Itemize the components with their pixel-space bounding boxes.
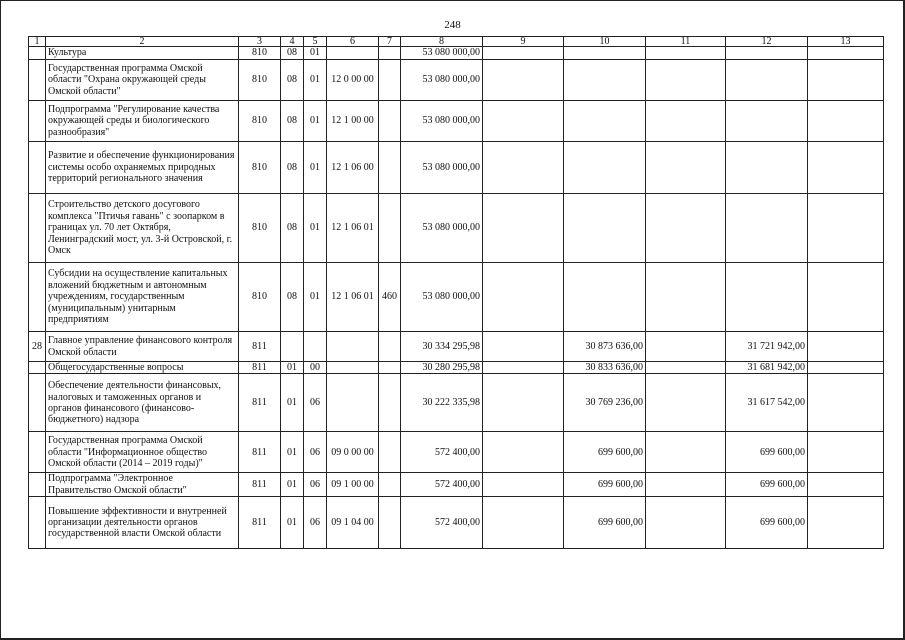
cell-col4: 01 [281, 432, 304, 473]
cell-col7 [379, 374, 401, 432]
cell-col12: 699 600,00 [726, 473, 808, 497]
cell-col6 [327, 47, 379, 60]
cell-col6: 09 1 04 00 [327, 497, 379, 549]
cell-col3: 811 [239, 374, 281, 432]
row-name: Подпрограмма "Регулирование качества окружающей среды и биологического разнообразия" [46, 101, 239, 142]
cell-col8: 53 080 000,00 [401, 142, 483, 194]
cell-col4: 01 [281, 362, 304, 374]
cell-col12 [726, 60, 808, 101]
row-name: Повышение эффективности и внутренней организации деятельности органов государственной власти Омской области [46, 497, 239, 549]
cell-col11 [646, 497, 726, 549]
cell-col3: 810 [239, 263, 281, 332]
cell-col13 [808, 47, 884, 60]
cell-col3: 810 [239, 60, 281, 101]
table-row [29, 432, 884, 473]
row-index [29, 60, 46, 101]
cell-col7 [379, 60, 401, 101]
page-border-top [0, 0, 905, 1]
cell-col9 [483, 362, 564, 374]
row-index [29, 47, 46, 60]
cell-col6: 12 1 06 00 [327, 142, 379, 194]
column-number: 7 [379, 37, 401, 47]
cell-col4: 01 [281, 374, 304, 432]
cell-col10 [564, 194, 646, 263]
cell-col9 [483, 374, 564, 432]
cell-col8: 30 222 335,98 [401, 374, 483, 432]
cell-col5: 01 [304, 142, 327, 194]
row-index [29, 374, 46, 432]
cell-col10 [564, 142, 646, 194]
cell-col10: 699 600,00 [564, 497, 646, 549]
cell-col13 [808, 101, 884, 142]
cell-col11 [646, 101, 726, 142]
cell-col7 [379, 497, 401, 549]
cell-col3: 810 [239, 142, 281, 194]
cell-col12: 699 600,00 [726, 432, 808, 473]
cell-col5: 06 [304, 473, 327, 497]
cell-col8: 53 080 000,00 [401, 60, 483, 101]
cell-col6: 09 1 00 00 [327, 473, 379, 497]
row-name: Обеспечение деятельности финансовых, налоговых и таможенных органов и органов финансового (финансово-бюджетного) надзора [46, 374, 239, 432]
cell-col12 [726, 101, 808, 142]
cell-col11 [646, 47, 726, 60]
cell-col7 [379, 101, 401, 142]
row-index [29, 432, 46, 473]
cell-col8: 53 080 000,00 [401, 47, 483, 60]
column-number: 6 [327, 37, 379, 47]
cell-col9 [483, 47, 564, 60]
cell-col7: 460 [379, 263, 401, 332]
cell-col7 [379, 142, 401, 194]
cell-col10 [564, 60, 646, 101]
cell-col6: 09 0 00 00 [327, 432, 379, 473]
page-border-left [0, 0, 1, 640]
cell-col10: 699 600,00 [564, 432, 646, 473]
cell-col11 [646, 362, 726, 374]
cell-col7 [379, 47, 401, 60]
row-name: Строительство детского досугового комплекса "Птичья гавань" с зоопарком в границах ул. 70 лет Октября, Ленинградский мост, ул. 3-й Островской, г. Омск [46, 194, 239, 263]
cell-col4: 01 [281, 473, 304, 497]
cell-col9 [483, 142, 564, 194]
column-number: 9 [483, 37, 564, 47]
cell-col5: 06 [304, 374, 327, 432]
cell-col9 [483, 432, 564, 473]
cell-col3: 810 [239, 194, 281, 263]
cell-col6: 12 1 00 00 [327, 101, 379, 142]
cell-col13 [808, 142, 884, 194]
table-row [29, 263, 884, 332]
cell-col3: 810 [239, 47, 281, 60]
cell-col11 [646, 194, 726, 263]
cell-col5: 01 [304, 60, 327, 101]
column-number: 10 [564, 37, 646, 47]
cell-col11 [646, 60, 726, 101]
cell-col3: 811 [239, 362, 281, 374]
cell-col11 [646, 263, 726, 332]
cell-col8: 30 280 295,98 [401, 362, 483, 374]
row-index [29, 497, 46, 549]
row-index [29, 263, 46, 332]
cell-col5: 01 [304, 263, 327, 332]
row-name: Подпрограмма "Электронное Правительство Омской области" [46, 473, 239, 497]
column-number: 12 [726, 37, 808, 47]
column-number: 11 [646, 37, 726, 47]
cell-col13 [808, 473, 884, 497]
column-number: 8 [401, 37, 483, 47]
cell-col12 [726, 263, 808, 332]
cell-col10 [564, 47, 646, 60]
cell-col4: 08 [281, 101, 304, 142]
column-number: 4 [281, 37, 304, 47]
cell-col10: 30 769 236,00 [564, 374, 646, 432]
cell-col10: 30 873 636,00 [564, 332, 646, 362]
row-name: Развитие и обеспечение функционирования системы особо охраняемых природных территорий регионального значения [46, 142, 239, 194]
cell-col4: 08 [281, 142, 304, 194]
cell-col13 [808, 332, 884, 362]
cell-col13 [808, 497, 884, 549]
cell-col10 [564, 101, 646, 142]
cell-col4: 08 [281, 194, 304, 263]
row-index [29, 101, 46, 142]
cell-col7 [379, 332, 401, 362]
cell-col3: 811 [239, 473, 281, 497]
cell-col13 [808, 432, 884, 473]
cell-col12: 31 681 942,00 [726, 362, 808, 374]
table-row [29, 60, 884, 101]
cell-col8: 572 400,00 [401, 432, 483, 473]
cell-col9 [483, 497, 564, 549]
cell-col6: 12 1 06 01 [327, 194, 379, 263]
column-number: 5 [304, 37, 327, 47]
row-name: Субсидии на осуществление капитальных вложений бюджетным и автономным учреждениям, государственным (муниципальным) унитарным предприятиям [46, 263, 239, 332]
cell-col12: 699 600,00 [726, 497, 808, 549]
cell-col7 [379, 473, 401, 497]
cell-col13 [808, 374, 884, 432]
table-row [29, 47, 884, 60]
cell-col8: 572 400,00 [401, 473, 483, 497]
column-number-row [29, 37, 884, 47]
cell-col3: 811 [239, 432, 281, 473]
cell-col9 [483, 332, 564, 362]
cell-col5 [304, 332, 327, 362]
row-name: Государственная программа Омской области "Информационное общество Омской области (2014 – 2019 годы)" [46, 432, 239, 473]
cell-col5: 01 [304, 194, 327, 263]
cell-col5: 00 [304, 362, 327, 374]
cell-col11 [646, 473, 726, 497]
cell-col9 [483, 60, 564, 101]
row-index [29, 194, 46, 263]
cell-col3: 811 [239, 332, 281, 362]
row-name: Общегосударственные вопросы [46, 362, 239, 374]
table-row [29, 332, 884, 362]
cell-col10: 30 833 636,00 [564, 362, 646, 374]
cell-col9 [483, 473, 564, 497]
cell-col4: 08 [281, 263, 304, 332]
cell-col12 [726, 47, 808, 60]
cell-col11 [646, 142, 726, 194]
column-number: 13 [808, 37, 884, 47]
cell-col12: 31 617 542,00 [726, 374, 808, 432]
cell-col4: 08 [281, 47, 304, 60]
cell-col8: 53 080 000,00 [401, 101, 483, 142]
cell-col7 [379, 432, 401, 473]
cell-col4: 01 [281, 497, 304, 549]
row-index [29, 142, 46, 194]
cell-col5: 01 [304, 47, 327, 60]
cell-col10 [564, 263, 646, 332]
column-number: 1 [29, 37, 46, 47]
cell-col7 [379, 194, 401, 263]
table-row [29, 194, 884, 263]
table-row [29, 473, 884, 497]
cell-col4: 08 [281, 60, 304, 101]
row-name: Государственная программа Омской области "Охрана окружающей среды Омской области" [46, 60, 239, 101]
cell-col5: 01 [304, 101, 327, 142]
cell-col8: 30 334 295,98 [401, 332, 483, 362]
cell-col6: 12 1 06 01 [327, 263, 379, 332]
row-name: Культура [46, 47, 239, 60]
row-name: Главное управление финансового контроля Омской области [46, 332, 239, 362]
cell-col11 [646, 374, 726, 432]
table-row [29, 101, 884, 142]
cell-col8: 572 400,00 [401, 497, 483, 549]
cell-col5: 06 [304, 432, 327, 473]
cell-col8: 53 080 000,00 [401, 263, 483, 332]
cell-col9 [483, 101, 564, 142]
cell-col6 [327, 374, 379, 432]
cell-col3: 810 [239, 101, 281, 142]
cell-col12 [726, 194, 808, 263]
cell-col9 [483, 263, 564, 332]
row-index: 28 [29, 332, 46, 362]
cell-col9 [483, 194, 564, 263]
table-row [29, 374, 884, 432]
table-row [29, 497, 884, 549]
cell-col13 [808, 362, 884, 374]
budget-table [28, 36, 884, 549]
table-row [29, 142, 884, 194]
cell-col8: 53 080 000,00 [401, 194, 483, 263]
column-number: 3 [239, 37, 281, 47]
column-number: 2 [46, 37, 239, 47]
cell-col13 [808, 60, 884, 101]
cell-col3: 811 [239, 497, 281, 549]
row-index [29, 362, 46, 374]
cell-col5: 06 [304, 497, 327, 549]
row-index [29, 473, 46, 497]
cell-col6 [327, 362, 379, 374]
cell-col12 [726, 142, 808, 194]
cell-col6 [327, 332, 379, 362]
cell-col12: 31 721 942,00 [726, 332, 808, 362]
cell-col4 [281, 332, 304, 362]
table-row [29, 362, 884, 374]
cell-col7 [379, 362, 401, 374]
cell-col6: 12 0 00 00 [327, 60, 379, 101]
cell-col10: 699 600,00 [564, 473, 646, 497]
cell-col13 [808, 194, 884, 263]
cell-col11 [646, 432, 726, 473]
cell-col13 [808, 263, 884, 332]
page-number: 248 [444, 19, 461, 31]
cell-col11 [646, 332, 726, 362]
